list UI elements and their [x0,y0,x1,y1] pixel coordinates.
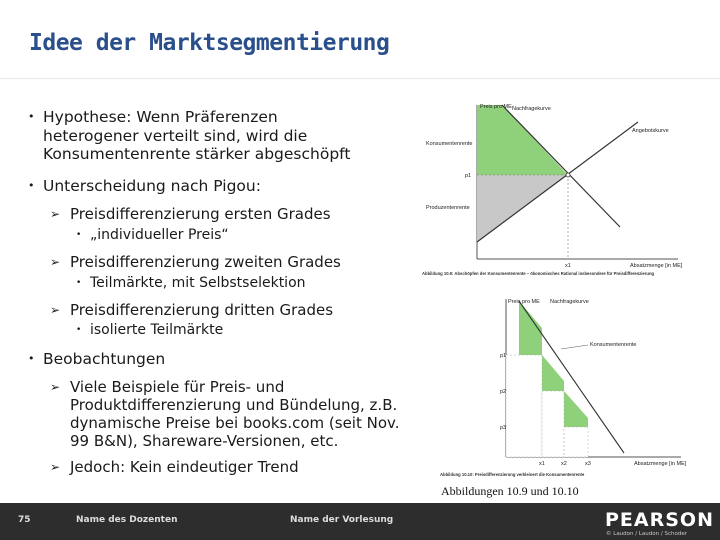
fig2-x-axis-label: Absatzmenge [in ME] [634,461,687,467]
footer-bar [0,503,720,540]
fig2-caption: Abbildung 10.10: Preisdifferenzierung verkleinert die Konsumentenrente [440,472,585,477]
fig1-x1-label: x1 [565,263,571,269]
examples-line-4: 99 B&N), Shareware-Versionen, etc. [70,432,339,450]
first-degree-text: Preisdifferenzierung ersten Grades [70,205,331,223]
bullet-observations [28,350,166,369]
subsub-first-degree [76,227,229,244]
fig1-x-axis-label: Absatzmenge [in ME] [630,263,683,269]
sub-no-trend [50,458,299,476]
title-divider [0,78,720,79]
bullet-hypothesis [28,108,351,164]
bullet-dot: • [76,325,82,335]
sub-second-degree [50,253,341,271]
arrow-bullet-icon: ➢ [50,207,61,221]
figures-source-caption: Abbildungen 10.9 und 10.10 [441,484,579,498]
pigou-text: Unterscheidung nach Pigou: [43,177,261,195]
fig2-revenue-block-3 [564,427,588,457]
hypothesis-line-3: Konsumentenrente stärker abgeschöpft [43,145,351,163]
copyright-text: © Laudon / Laudon / Schoder [606,531,687,537]
figure-price-discrimination [436,293,706,480]
fig2-revenue-block-2 [542,391,564,457]
fig2-surplus-pointer [561,345,588,349]
sub-third-degree [50,301,334,319]
observations-text: Beobachtungen [43,350,166,368]
fig2-revenue-block-1 [506,355,542,457]
pearson-logo: PEARSON [605,509,714,531]
fig1-y-axis-label: Preis pro ME [480,104,512,110]
sub-first-degree [50,205,331,223]
fig1-consumer-surplus-label: Konsumentenrente [426,141,473,147]
subsub-second-degree [76,275,306,292]
fig2-demand-label: Nachfragekurve [550,299,589,305]
bullet-dot: • [28,352,35,365]
arrow-bullet-icon: ➢ [50,380,61,394]
examples-line-2: Produktdifferenzierung und Bündelung, z.B. [70,396,398,414]
fig2-x3-label: x3 [585,461,591,467]
bullet-pigou [28,177,261,196]
sub-examples [50,378,400,450]
fig2-p2-label: p2 [500,389,507,395]
fig2-x1-label: x1 [539,461,545,467]
bullet-dot: • [76,230,82,240]
bullet-dot: • [76,278,82,288]
lecture-name: Name der Vorlesung [290,515,394,525]
figure-1-svg [420,97,710,282]
subsub-third-degree [76,322,224,339]
fig2-p3-label: p3 [500,425,507,431]
fig1-caption: Abbildung 10.9: Abschöpfen der Konsumentenrente – ökonomisches Rational insbesondere für Preisdifferenzierung [422,271,655,276]
second-degree-detail: Teilmärkte, mit Selbstselektion [90,275,306,291]
fig1-consumer-surplus-area [477,105,568,175]
third-degree-text: Preisdifferenzierung dritten Grades [70,301,334,319]
first-degree-detail: „individueller Preis“ [90,227,229,243]
page-title: Idee der Marktsegmentierung [29,30,390,56]
arrow-bullet-icon: ➢ [50,460,61,474]
fig2-x2-label: x2 [561,461,567,467]
fig2-y-axis-label: Preis pro ME [508,299,540,305]
second-degree-text: Preisdifferenzierung zweiten Grades [70,253,341,271]
page-number: 75 [18,515,31,525]
fig1-producer-surplus-label: Produzentenrente [426,205,470,211]
arrow-bullet-icon: ➢ [50,303,61,317]
bullet-dot: • [28,110,35,123]
fig2-p1-label: p1 [500,353,507,359]
no-trend-text: Jedoch: Kein eindeutiger Trend [70,458,299,476]
lecturer-name: Name des Dozenten [76,515,178,525]
fig2-consumer-surplus-label: Konsumentenrente [590,342,637,348]
third-degree-detail: isolierte Teilmärkte [90,322,224,338]
arrow-bullet-icon: ➢ [50,255,61,269]
fig1-supply-label: Angebotskurve [632,128,669,134]
fig1-equilibrium-point [566,173,570,177]
fig1-demand-label: Nachfragekurve [512,106,551,112]
bullet-dot: • [28,179,35,192]
figure-consumer-surplus [420,97,710,282]
fig1-p1-label: p1 [465,173,472,179]
figure-2-svg [436,293,706,480]
hypothesis-line-2: heterogener verteilt sind, wird die [43,126,308,145]
examples-line-1: Viele Beispiele für Preis- und [70,378,285,396]
fig2-surplus-step-1 [519,301,542,355]
examples-line-3: dynamische Preise bei books.com (seit Nov. [70,414,400,432]
hypothesis-line-1: Hypothese: Wenn Präferenzen [43,108,278,126]
